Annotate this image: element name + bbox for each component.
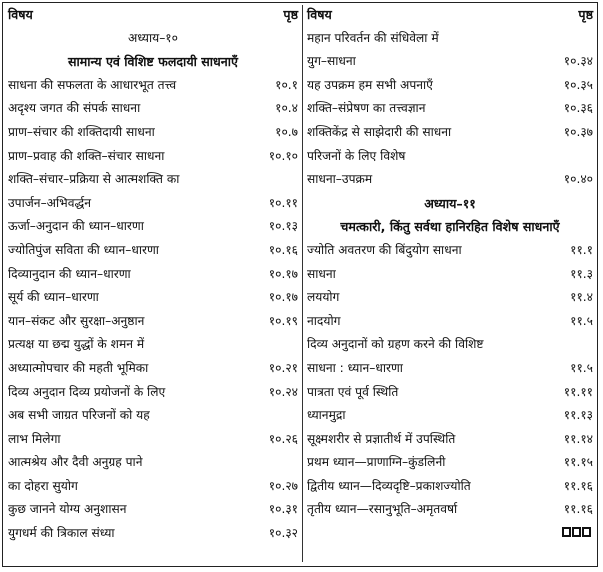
toc-entry [8,475,298,499]
entry-title: तृतीय ध्यान—रसानुभूति–अमृतवर्षा [307,502,458,517]
toc-entry [8,428,298,452]
toc-entry [8,498,298,522]
entry-page: १०.१३ [268,219,298,234]
table-of-contents [2,2,598,567]
entry-title: शक्ति–संप्रेषण का तत्त्वज्ञान [307,101,426,116]
entry-title: शक्तिकेंद्र से साझेदारी की साधना [307,124,452,139]
entry-page: १०.१७ [268,290,298,305]
toc-entry [307,27,593,51]
toc-entry [8,404,298,428]
subject-heading: विषय [8,7,33,22]
toc-entry [8,381,298,405]
entry-title: ज्योति अवतरण की बिंदुयोग साधना [307,242,462,257]
entry-page: १०.१६ [268,242,298,257]
entry-title: सूक्ष्मशरीर से प्रज्ञातीर्थ में उपस्थिति [307,431,456,446]
toc-entry [307,97,593,121]
page-heading: पृष्ठ [283,7,298,22]
entry-page: १०.१७ [268,266,298,281]
entry-title: ज्योतिपुंज सविता की ध्यान–धारणा [8,242,159,257]
entry-page: ११.५ [570,313,593,328]
entry-page: १०.२७ [268,478,298,493]
entry-page: ११.१६ [563,502,593,517]
toc-entry [8,357,298,381]
entry-page: १०.३७ [563,124,593,139]
toc-entry [8,97,298,121]
left-column [8,3,298,546]
entry-title: ध्यानमुद्रा [307,408,346,423]
toc-entry [307,50,593,74]
entry-title: अध्याय–१० [128,30,178,45]
entry-title: साधना [307,266,336,281]
toc-entry [307,475,593,499]
toc-entry [307,357,593,381]
entry-title: आत्मश्रेय और दैवी अनुग्रह पाने [8,455,143,470]
entry-page: १०.४ [275,101,298,116]
entry-title: साधना : ध्यान–धारणा [307,360,403,375]
toc-entry [8,50,298,74]
end-mark-icon [562,527,591,537]
toc-entry [8,145,298,169]
entry-page: १०.३४ [563,54,593,69]
entry-title: दिव्यानुदान की ध्यान–धारणा [8,266,131,281]
entry-title: अध्यात्मोपचार की महती भूमिका [8,360,149,375]
entry-page: १०.११ [268,195,298,210]
entry-page: ११.१३ [563,408,593,423]
entry-title: साधना–उपक्रम [307,172,373,187]
toc-entry [307,192,593,216]
entry-title: द्वितीय ध्यान—दिव्यदृष्टि–प्रकाशज्योति [307,478,471,493]
entry-title: सामान्य एवं विशिष्ट फलदायी साधनाएँ [67,54,239,70]
entry-page: १०.१ [275,77,298,92]
entry-title: लययोग [307,290,340,305]
toc-entry [8,333,298,357]
toc-entry [8,522,298,546]
column-divider [302,5,303,562]
entry-title: साधना की सफलता के आधारभूत तत्त्व [8,77,177,92]
toc-entry [307,310,593,334]
toc-entry [8,168,298,192]
toc-entry [307,168,593,192]
entry-page: ११.११ [563,384,593,399]
entry-title: पात्रता एवं पूर्व स्थिति [307,384,399,399]
entry-title: परिजनों के लिए विशेष [307,148,406,163]
entry-page: १०.२१ [268,360,298,375]
entry-page: १०.३६ [563,101,593,116]
entry-title: अध्याय–११ [424,195,476,211]
toc-entry [307,121,593,145]
toc-entry [8,215,298,239]
entry-page: १०.३२ [268,526,298,541]
entry-title: लाभ मिलेगा [8,431,61,446]
toc-entry [8,27,298,51]
left-header [8,3,298,27]
entry-title: दिव्य अनुदानों को ग्रहण करने की विशिष्ट [307,337,484,352]
entry-title: कुछ जानने योग्य अनुशासन [8,502,127,517]
entry-title: अब सभी जाग्रत परिजनों को यह [8,408,150,423]
toc-entry [8,263,298,287]
toc-entry [8,121,298,145]
entry-title: प्रत्यक्ष या छद्म युद्धों के शमन में [8,337,145,352]
entry-page: १०.२६ [268,431,298,446]
toc-entry [307,239,593,263]
entry-title: यान–संकट और सुरक्षा–अनुष्ठान [8,313,145,328]
entry-title: सूर्य की ध्यान–धारणा [8,290,99,305]
entry-page: ११.१४ [563,431,593,446]
toc-entry [307,428,593,452]
entry-page: १०.३१ [268,502,298,517]
toc-entry [307,145,593,169]
toc-entry [8,286,298,310]
entry-title: नादयोग [307,313,341,328]
toc-entry [307,215,593,239]
entry-page: १०.४० [563,172,593,187]
toc-entry [8,310,298,334]
entry-page: १०.३५ [563,77,593,92]
entry-title: युग–साधना [307,54,356,69]
entry-title: दिव्य अनुदान दिव्य प्रयोजनों के लिए [8,384,166,399]
right-column [307,3,593,546]
toc-entry [8,239,298,263]
toc-entry [8,74,298,98]
entry-title: अदृश्य जगत की संपर्क साधना [8,101,141,116]
toc-entry [307,498,593,522]
toc-entry [307,404,593,428]
end-row [307,522,593,546]
toc-entry [307,74,593,98]
toc-entry [8,192,298,216]
entry-title: प्रथम ध्यान—प्राणाग्नि–कुंडलिनी [307,455,446,470]
toc-entry [307,286,593,310]
entry-page: १०.१९ [268,313,298,328]
entry-title: प्राण–संचार की शक्तिदायी साधना [8,124,155,139]
toc-entry [307,333,593,357]
entry-page: ११.४ [570,290,593,305]
entry-title: महान परिवर्तन की संधिवेला में [307,30,439,45]
entry-page: ११.१५ [563,455,593,470]
entry-page: ११.१ [570,242,593,257]
entry-page: ११.१६ [563,478,593,493]
entry-title: शक्ति–संचार–प्रक्रिया से आत्मशक्ति का [8,172,180,187]
toc-entry [307,381,593,405]
entry-page: १०.२४ [268,384,298,399]
subject-heading: विषय [307,7,332,22]
entry-title: ऊर्जा–अनुदान की ध्यान–धारणा [8,219,144,234]
entry-title: चमत्कारी, किंतु सर्वथा हानिरहित विशेष साधनाएँ [340,219,560,235]
entry-page: १०.१० [268,148,298,163]
entry-page: ११.३ [570,266,593,281]
right-header [307,3,593,27]
page-heading: पृष्ठ [578,7,593,22]
entry-title: युगधर्म की त्रिकाल संध्या [8,526,115,541]
toc-entry [307,451,593,475]
entry-title: यह उपक्रम हम सभी अपनाएँ [307,77,433,92]
entry-page: १०.७ [275,124,298,139]
entry-title: का दोहरा सुयोग [8,478,78,493]
toc-entry [8,451,298,475]
toc-entry [307,263,593,287]
entry-page: ११.५ [570,360,593,375]
entry-title: प्राण–प्रवाह की शक्ति–संचार साधना [8,148,165,163]
entry-title: उपार्जन–अभिवर्द्धन [8,195,91,210]
